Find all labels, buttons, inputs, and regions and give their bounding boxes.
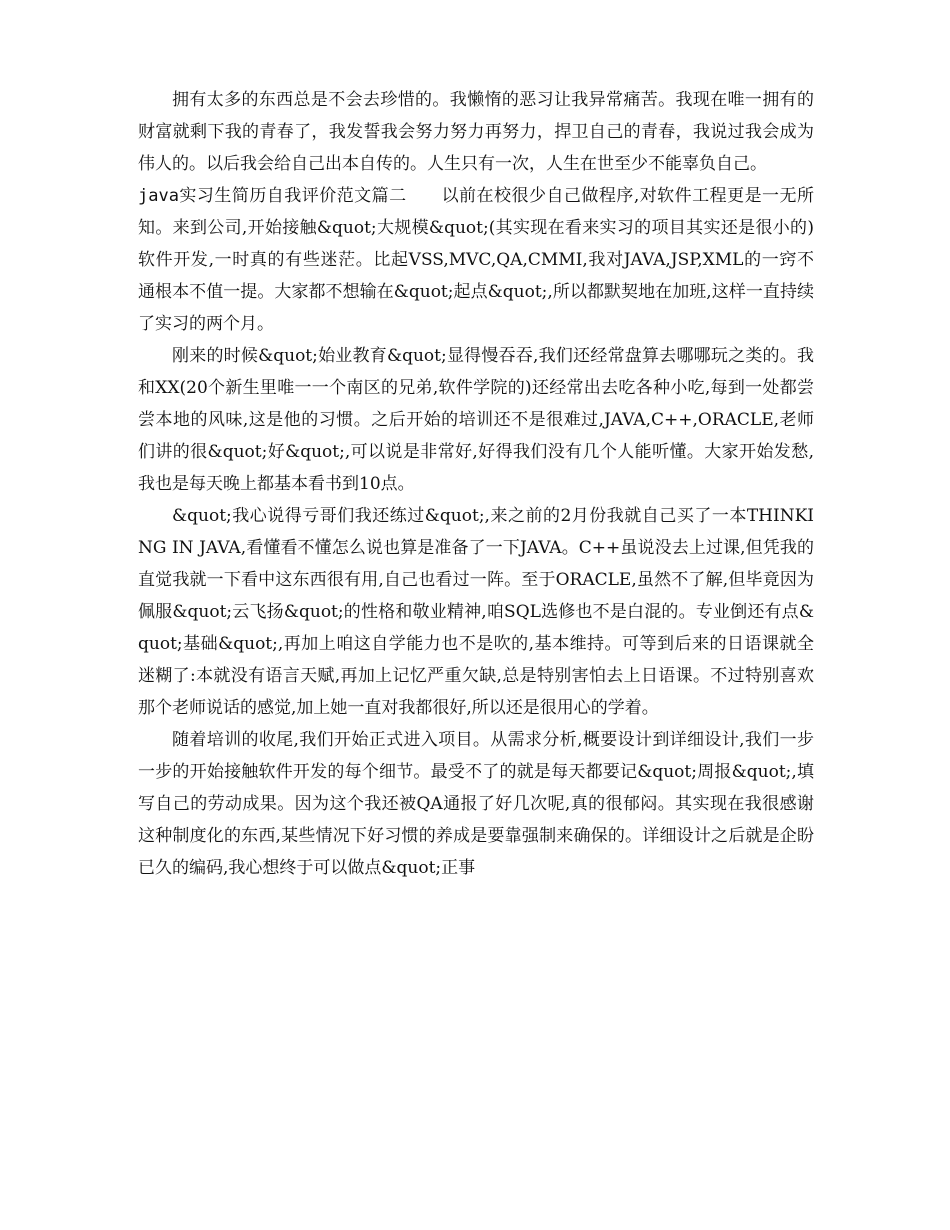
document-page [138,84,814,884]
section-heading: java实习生简历自我评价范文篇二 [138,186,407,206]
paragraph-5: 随着培训的收尾,我们开始正式进入项目。从需求分析,概要设计到详细设计,我们一步一步的开始接触软件开发的每个细节。最受不了的就是每天都要记&quot;周报&quot;,填写自己的劳动成果。因为这个我还被QA通报了好几次呢,真的很郁闷。其实现在我很感谢这种制度化的东西,某些情况下好习惯的养成是要靠强制来确保的。详细设计之后就是企盼已久的编码,我心想终于可以做点&quot;正事 [138,730,814,878]
paragraph-3: 刚来的时候&quot;始业教育&quot;显得慢吞吞,我们还经常盘算去哪哪玩之类的。我和XX(20个新生里唯一一个南区的兄弟,软件学院的)还经常出去吃各种小吃,每到一处都尝尝本地的风味,这是他的习惯。之后开始的培训还不是很难过,JAVA,C++,ORACLE,老师们讲的很&quot;好&quot;,可以说是非常好,好得我们没有几个人能听懂。大家开始发愁,我也是每天晚上都基本看书到10点。 [138,346,814,494]
paragraph-2 [138,180,814,340]
paragraph-2-text: 以前在校很少自己做程序,对软件工程更是一无所知。来到公司,开始接触&quot;大规模&quot;(其实现在看来实习的项目其实还是很小的)软件开发,一时真的有些迷茫。比起VSS,MVC,QA,CMMI,我对JAVA,JSP,XML的一窍不通根本不值一提。大家都不想输在&quot;起点&quot;,所以都默契地在加班,这样一直持续了实习的两个月。 [138,186,814,334]
paragraph-4: &quot;我心说得亏哥们我还练过&quot;,来之前的2月份我就自己买了一本THINKING IN JAVA,看懂看不懂怎么说也算是准备了一下JAVA。C++虽说没去上过课,但凭我的直觉我就一下看中这东西很有用,自己也看过一阵。至于ORACLE,虽然不了解,但毕竟因为佩服&quot;云飞扬&quot;的性格和敬业精神,咱SQL选修也不是白混的。专业倒还有点&quot;基础&quot;,再加上咱这自学能力也不是吹的,基本维持。可等到后来的日语课就全迷糊了:本就没有语言天赋,再加上记忆严重欠缺,总是特别害怕去上日语课。不过特别喜欢那个老师说话的感觉,加上她一直对我都很好,所以还是很用心的学着。 [138,506,814,718]
paragraph-1: 拥有太多的东西总是不会去珍惜的。我懒惰的恶习让我异常痛苦。我现在唯一拥有的财富就剩下我的青春了，我发誓我会努力努力再努力，捍卫自己的青春，我说过我会成为伟人的。以后我会给自己出本自传的。人生只有一次，人生在世至少不能辜负自己。 [138,90,814,174]
